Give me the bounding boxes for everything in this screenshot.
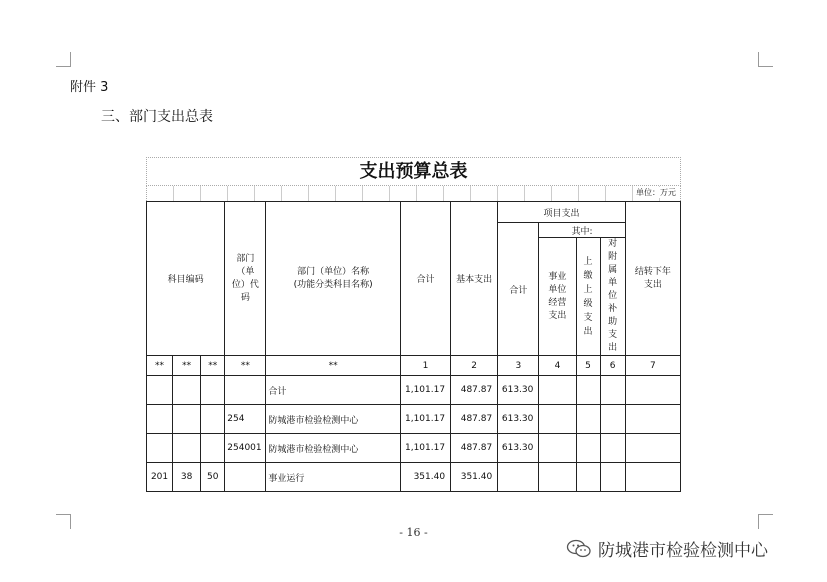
table-row xyxy=(147,405,681,434)
header-project: 项目支出 xyxy=(498,202,625,223)
table-cell xyxy=(539,463,576,492)
table-cell xyxy=(576,463,600,492)
table-cell: 1,101.17 xyxy=(400,405,450,434)
header-dept-name-line1: 部门（单位）名称 xyxy=(297,266,370,277)
table-cell xyxy=(225,376,266,405)
table-cell: 613.30 xyxy=(498,434,539,463)
table-cell xyxy=(147,405,173,434)
table-cell xyxy=(173,405,201,434)
header-project-total: 合计 xyxy=(498,223,539,356)
table-cell: 254 xyxy=(225,405,266,434)
unit-label: 单位：万元 xyxy=(636,188,676,197)
table-cell: 487.87 xyxy=(451,434,498,463)
header-dept-name xyxy=(266,202,400,356)
table-cell: 201 xyxy=(147,463,173,492)
header-dept-name-line2: (功能分类科目名称) xyxy=(293,279,373,290)
wechat-icon xyxy=(566,539,592,559)
table-cell xyxy=(539,405,576,434)
index-cell: 6 xyxy=(600,356,625,376)
table-cell: 487.87 xyxy=(451,405,498,434)
header-dept-code: 部门（单位）代码 xyxy=(225,202,266,356)
header-subsidy: 对附属单位补助支出 xyxy=(600,238,625,356)
header-of-which: 其中: xyxy=(539,223,625,238)
page-number: - 16 - xyxy=(399,526,428,539)
header-upper-pay: 上缴上级支出 xyxy=(576,238,600,356)
table-cell xyxy=(600,434,625,463)
crop-mark-top-right xyxy=(758,52,773,67)
header-basic: 基本支出 xyxy=(451,202,498,356)
table-cell: 50 xyxy=(201,463,225,492)
table-title: 支出预算总表 xyxy=(146,157,681,186)
header-subject-code: 科目编码 xyxy=(147,202,225,356)
table-cell xyxy=(539,434,576,463)
table-cell xyxy=(225,463,266,492)
table-cell xyxy=(625,405,680,434)
table-cell xyxy=(576,405,600,434)
table-cell xyxy=(576,376,600,405)
index-cell: ** xyxy=(201,356,225,376)
table-cell: 事业运行 xyxy=(266,463,400,492)
header-business-op: 事业单位经营支出 xyxy=(539,238,576,356)
index-cell: ** xyxy=(147,356,173,376)
table-cell xyxy=(201,376,225,405)
attachment-label: 附件 3 xyxy=(70,80,109,95)
table-row xyxy=(147,463,681,492)
table-cell: 38 xyxy=(173,463,201,492)
watermark-text: 防城港市检验检测中心 xyxy=(598,541,768,561)
expenditure-budget-sheet xyxy=(146,157,681,492)
watermark xyxy=(566,536,768,561)
index-cell: 1 xyxy=(400,356,450,376)
table-cell xyxy=(147,434,173,463)
unit-bar xyxy=(146,186,681,201)
table-cell xyxy=(600,405,625,434)
table-cell: 1,101.17 xyxy=(400,376,450,405)
table-cell xyxy=(625,376,680,405)
index-cell: 7 xyxy=(625,356,680,376)
table-cell: 613.30 xyxy=(498,405,539,434)
table-cell: 254001 xyxy=(225,434,266,463)
table-cell xyxy=(539,376,576,405)
index-cell: ** xyxy=(225,356,266,376)
index-row xyxy=(147,356,681,376)
table-cell xyxy=(147,376,173,405)
index-cell: 4 xyxy=(539,356,576,376)
table-cell: 613.30 xyxy=(498,376,539,405)
header-total: 合计 xyxy=(400,202,450,356)
table-cell: 1,101.17 xyxy=(400,434,450,463)
table-cell xyxy=(625,434,680,463)
table-cell xyxy=(173,376,201,405)
table-cell: 351.40 xyxy=(400,463,450,492)
table-cell xyxy=(576,434,600,463)
table-cell xyxy=(498,463,539,492)
index-cell: 2 xyxy=(451,356,498,376)
table-cell xyxy=(201,405,225,434)
table-cell: 351.40 xyxy=(451,463,498,492)
index-cell: ** xyxy=(266,356,400,376)
section-heading: 三、部门支出总表 xyxy=(101,109,213,125)
table-cell xyxy=(600,463,625,492)
table-cell xyxy=(600,376,625,405)
table-cell xyxy=(173,434,201,463)
table-cell xyxy=(201,434,225,463)
index-cell: 5 xyxy=(576,356,600,376)
table-cell: 防城港市检验检测中心 xyxy=(266,434,400,463)
table-row xyxy=(147,376,681,405)
header-carryover: 结转下年支出 xyxy=(625,202,680,356)
table-cell xyxy=(625,463,680,492)
index-cell: 3 xyxy=(498,356,539,376)
table-cell: 合计 xyxy=(266,376,400,405)
index-cell: ** xyxy=(173,356,201,376)
expenditure-table xyxy=(146,201,681,492)
table-cell: 防城港市检验检测中心 xyxy=(266,405,400,434)
crop-mark-top-left xyxy=(56,52,71,67)
table-cell: 487.87 xyxy=(451,376,498,405)
table-row xyxy=(147,434,681,463)
